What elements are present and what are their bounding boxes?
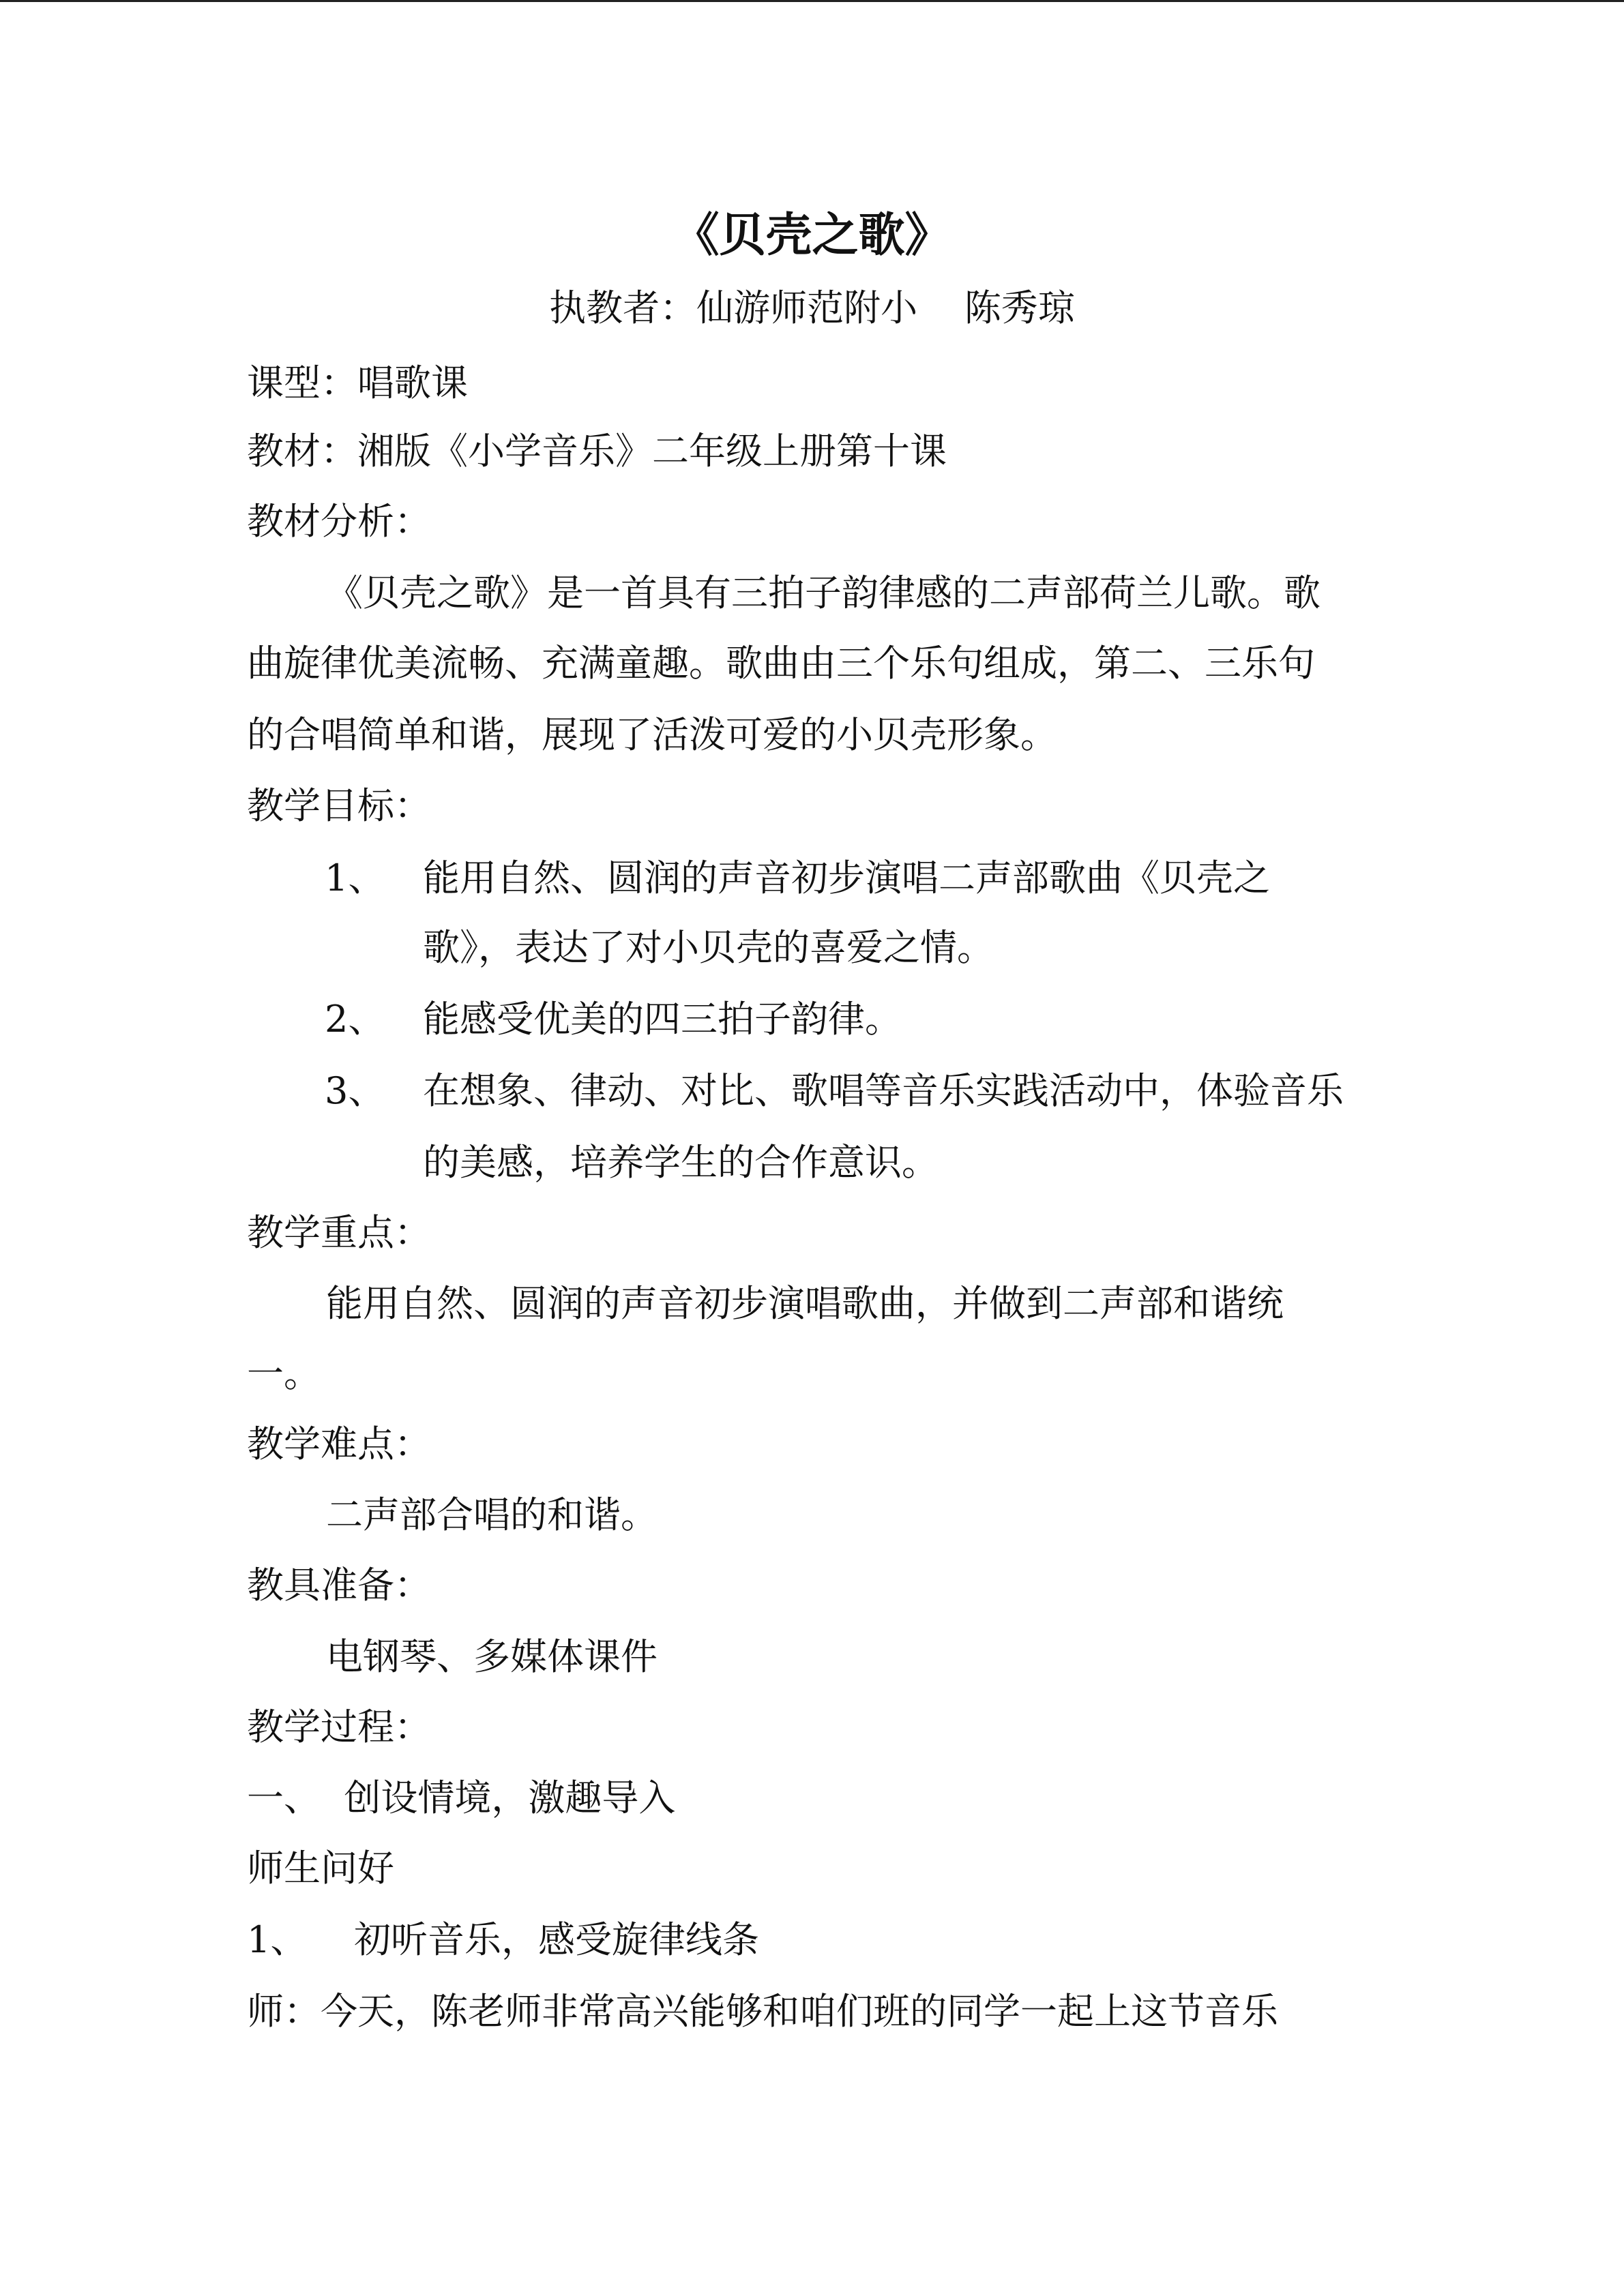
difficulties-heading: 教学难点：: [247, 1422, 431, 1465]
key-points-heading: 教学重点：: [247, 1211, 431, 1254]
process-section-1: 一、 创设情境，激趣导入: [247, 1776, 676, 1819]
objective-number: 2、: [325, 998, 385, 1041]
difficulties-line: 二声部合唱的和谐。: [326, 1493, 658, 1536]
teacher-line: 师：今天，陈老师非常高兴能够和咱们班的同学一起上这节音乐: [247, 1990, 1278, 2033]
key-points-line: 能用自然、圆润的声音初步演唱歌曲，并做到二声部和谐统: [326, 1282, 1284, 1325]
lesson-type: 课型：唱歌课: [247, 361, 468, 404]
materials-heading: 教具准备：: [247, 1564, 431, 1607]
process-step-1: 1、 初听音乐，感受旋律线条: [247, 1918, 760, 1961]
objective-text: 能用自然、圆润的声音初步演唱二声部歌曲《贝壳之: [423, 856, 1270, 899]
process-heading: 教学过程：: [247, 1705, 431, 1748]
author-line: 执教者：仙游师范附小 陈秀琼: [549, 286, 1075, 329]
analysis-line: 的合唱简单和谐，展现了活泼可爱的小贝壳形象。: [247, 713, 1057, 756]
objective-text: 的美感，培养学生的合作意识。: [423, 1141, 939, 1184]
objective-number: 1、: [325, 856, 385, 899]
top-border-line: [0, 0, 1624, 2]
objective-text: 歌》，表达了对小贝壳的喜爱之情。: [423, 926, 994, 969]
objective-number: 3、: [325, 1069, 385, 1112]
analysis-heading: 教材分析：: [247, 500, 431, 543]
key-points-line: 一。: [247, 1352, 321, 1395]
objective-text: 在想象、律动、对比、歌唱等音乐实践活动中，体验音乐: [423, 1069, 1344, 1112]
textbook: 教材：湘版《小学音乐》二年级上册第十课: [247, 430, 947, 473]
objective-text: 能感受优美的四三拍子韵律。: [423, 998, 902, 1041]
document-title: 《贝壳之歌》: [673, 208, 951, 263]
analysis-line: 曲旋律优美流畅、充满童趣。歌曲由三个乐句组成，第二、三乐句: [247, 642, 1315, 685]
analysis-line: 《贝壳之歌》是一首具有三拍子韵律感的二声部荷兰儿歌。歌: [326, 571, 1320, 614]
process-greeting: 师生问好: [247, 1847, 394, 1890]
objectives-heading: 教学目标：: [247, 784, 431, 827]
materials-line: 电钢琴、多媒体课件: [326, 1635, 658, 1678]
